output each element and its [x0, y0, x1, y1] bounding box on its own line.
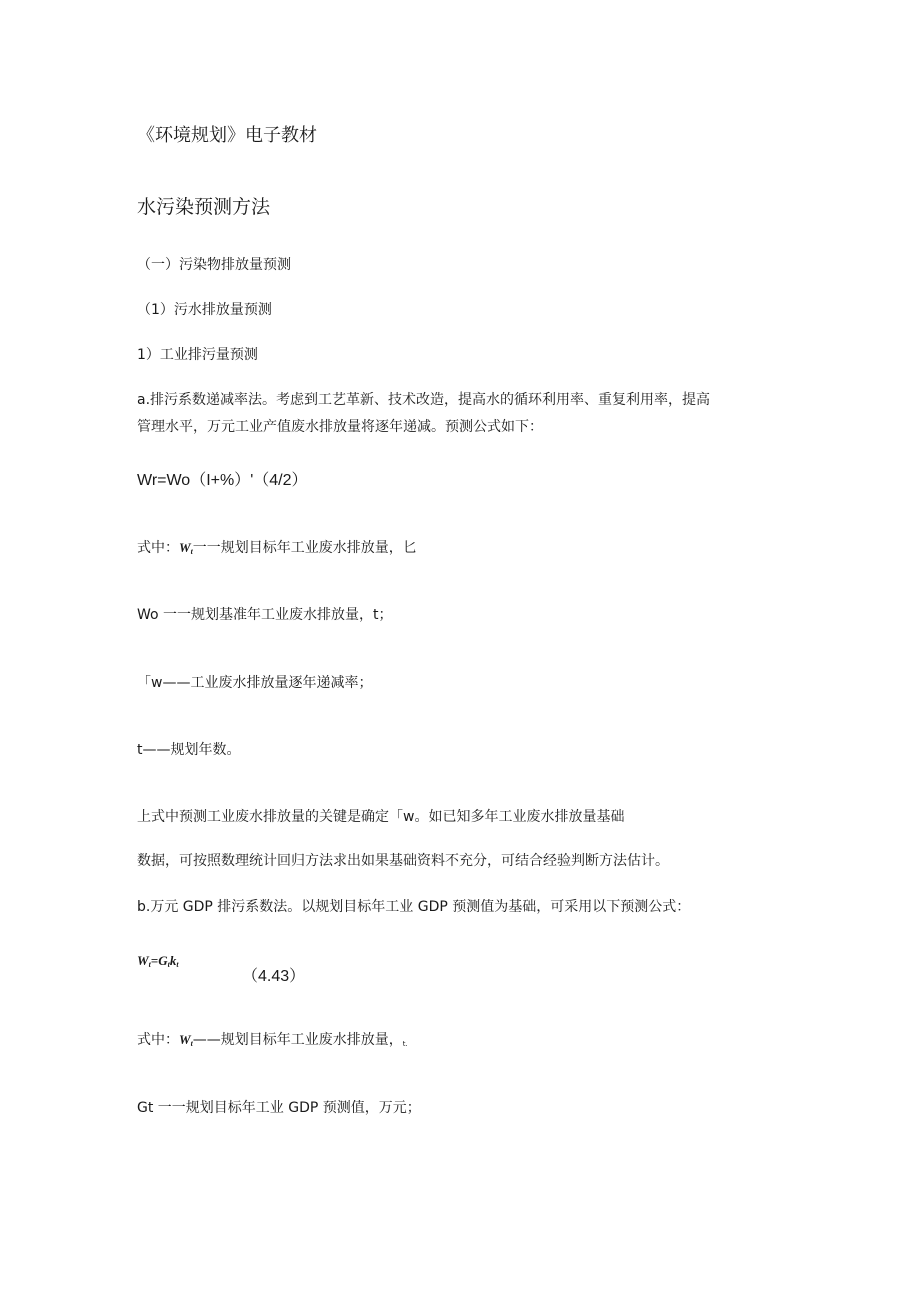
symbol-w: W [179, 1032, 191, 1047]
formula-2-equals-g: =G [150, 953, 168, 968]
paragraph-a-line-2: 管理水平，万元工业产值废水排放量将逐年递减。预测公式如下： [137, 419, 543, 435]
definition-gt: Gt 一一规划目标年工业 GDP 预测值，万元； [137, 1100, 421, 1116]
paragraph-a-line-1: a.排污系数递减率法。考虑到工艺革新、技术改造，提高水的循环利用率、重复利用率，提高 [137, 392, 711, 408]
paragraph-b: b.万元 GDP 排污系数法。以规划目标年工业 GDP 预测值为基础，可采用以下预测公式： [137, 899, 691, 915]
paragraph-2-line-1: 上式中预测工业废水排放量的关键是确定「w。如已知多年工业废水排放量基础 [137, 809, 625, 825]
document-title: 《环境规划》电子教材 [137, 125, 317, 146]
heading-level-1: （一）污染物排放量预测 [137, 257, 291, 273]
formula-2-w: W [137, 953, 149, 968]
formula-2-w-subscript: t [148, 960, 151, 969]
definition-wo: Wo 一一规划基准年工业废水排放量，t； [137, 607, 393, 623]
formula-2-k-subscript: t [176, 960, 179, 969]
definition-wt [137, 538, 417, 562]
symbol-subscript: t [190, 1039, 193, 1048]
formula-2-k: k [169, 953, 177, 968]
formula-2-g-subscript: t [167, 960, 170, 969]
formula-2 [137, 951, 179, 975]
definition-prefix: 式中： [137, 540, 179, 556]
definition-t: t——规划年数。 [137, 742, 241, 758]
definition-rw: 「w——工业废水排放量逐年递减率； [137, 675, 373, 691]
definition-text: ——规划目标年工业废水排放量， [192, 1032, 403, 1048]
section-title: 水污染预测方法 [137, 196, 271, 218]
symbol-w: W [179, 540, 191, 555]
heading-level-3: 1）工业排污量预测 [137, 347, 258, 363]
heading-level-2: （1）污水排放量预测 [137, 302, 272, 318]
formula-2-number: （4.43） [242, 968, 306, 985]
definition-wt-2 [137, 1030, 408, 1054]
formula-1: Wr=Wo（I+%）'（4/2） [137, 472, 308, 489]
paragraph-2-line-2: 数据，可按照数理统计回归方法求出如果基础资料不充分，可结合经验判断方法估计。 [137, 853, 669, 869]
definition-unit: t. [402, 1040, 408, 1048]
symbol-subscript: t [190, 547, 193, 556]
definition-prefix: 式中： [137, 1032, 179, 1048]
definition-text: 一一规划目标年工业废水排放量，匕 [192, 540, 417, 556]
